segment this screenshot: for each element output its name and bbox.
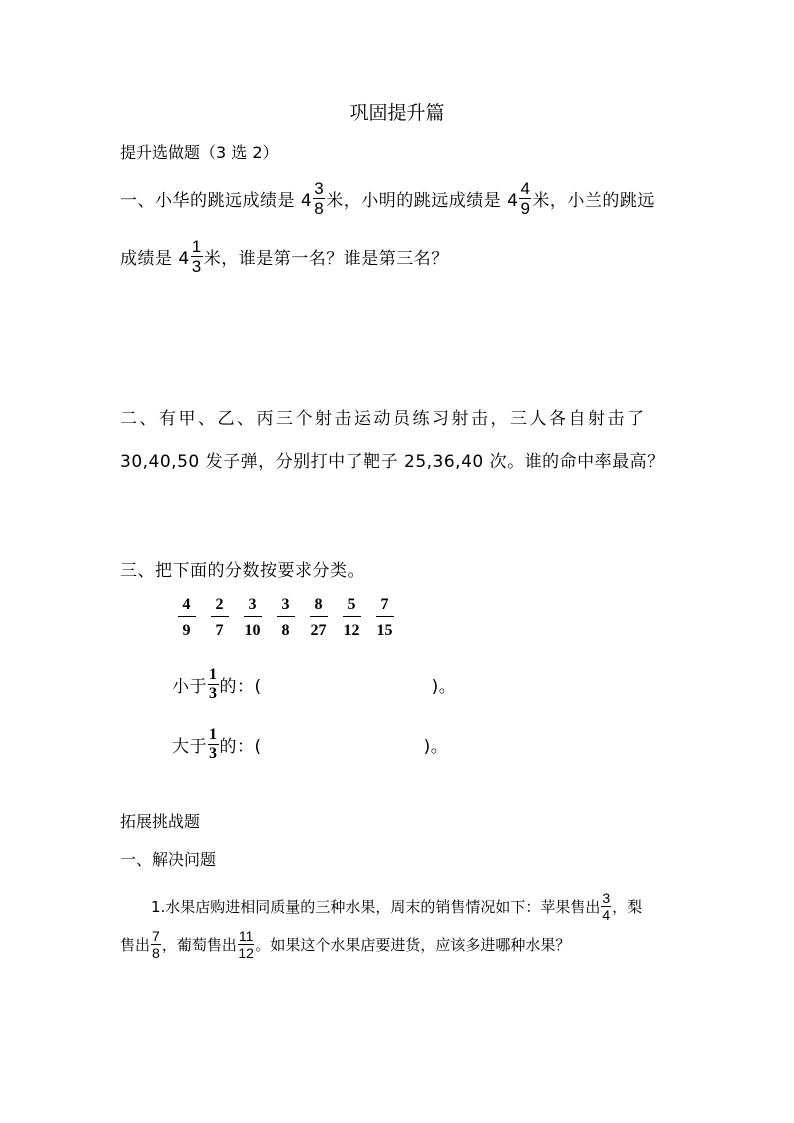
question-1-line-1 (120, 174, 655, 222)
q1-text-d: 成绩是 4 (120, 248, 190, 269)
label-text: 的：( (219, 736, 262, 757)
subheading-problem-solving: 一、解决问题 (120, 850, 217, 869)
numerator: 3 (314, 178, 325, 198)
denominator: 8 (314, 198, 325, 218)
fraction-4-9 (519, 180, 531, 217)
fraction-3-8 (313, 180, 325, 217)
denominator: 4 (602, 906, 611, 923)
fraction-one-third (208, 667, 219, 702)
fraction-item: 5 12 (343, 596, 360, 639)
question-3-heading: 三、把下面的分数按要求分类。 (120, 561, 365, 581)
greater-than-third-row (172, 720, 448, 768)
numerator: 3 (602, 889, 611, 906)
fraction-item: 8 27 (310, 596, 327, 639)
numerator: 1 (191, 236, 202, 256)
question-1-line-2 (120, 232, 449, 280)
denominator: 8 (152, 944, 160, 961)
label-text: )。 (423, 736, 449, 757)
section-heading-challenge: 拓展挑战题 (120, 812, 201, 831)
label-text: )。 (431, 676, 457, 697)
fraction-1-3 (191, 238, 203, 275)
fraction-list (170, 597, 401, 639)
p1-text-d: ，葡萄售出 (161, 935, 237, 954)
question-2-line-1: 二、有甲、乙、丙三个射击运动员练习射击，三人各自射击了 (120, 409, 647, 429)
fraction-item: 7 15 (376, 596, 393, 639)
less-than-third-row (172, 660, 456, 708)
p1-text-a: 1.水果店购进相同质量的三种水果，周末的销售情况如下：苹果售出 (151, 897, 601, 916)
q1-text-b: 米，小明的跳远成绩是 4 (326, 190, 519, 211)
denominator: 3 (209, 744, 218, 762)
fraction-item: 2 7 (203, 597, 236, 639)
fraction-3-4 (601, 891, 611, 922)
q1-text-c: 米，小兰的跳远 (532, 190, 655, 211)
p1-text-e: 。如果这个水果店要进货，应该多进哪种水果？ (255, 935, 571, 954)
numerator: 11 (238, 927, 254, 944)
denominator: 3 (191, 256, 202, 276)
numerator: 1 (209, 665, 218, 683)
problem-1-line-1 (151, 886, 642, 926)
denominator: 12 (238, 944, 254, 961)
fraction-item: 4 9 (170, 597, 203, 639)
denominator: 3 (209, 684, 218, 702)
numerator: 1 (209, 725, 218, 743)
numerator: 4 (520, 178, 531, 198)
p1-text-b: ，梨 (612, 897, 643, 916)
fraction-one-third (208, 727, 219, 762)
fraction-item: 3 10 (244, 596, 261, 639)
label-text: 大于 (172, 736, 207, 757)
q1-text-a: 一、小华的跳远成绩是 4 (120, 190, 313, 211)
question-2-line-2: 30,40,50 发子弹，分别打中了靶子 25,36,40 次。谁的命中率最高？ (120, 452, 665, 472)
fraction-7-8 (151, 929, 161, 960)
fraction-11-12 (238, 929, 255, 960)
numerator: 7 (152, 927, 160, 944)
problem-1-line-2 (120, 924, 570, 964)
label-text: 小于 (172, 676, 207, 697)
q1-text-e: 米，谁是第一名？谁是第三名？ (203, 248, 449, 269)
denominator: 9 (520, 198, 531, 218)
label-text: 的：( (219, 676, 262, 697)
p1-text-c: 售出 (120, 935, 151, 954)
fraction-item: 3 8 (269, 597, 302, 639)
page-title: 巩固提升篇 (349, 102, 445, 124)
section-heading-advanced: 提升选做题（3 选 2） (120, 143, 279, 162)
